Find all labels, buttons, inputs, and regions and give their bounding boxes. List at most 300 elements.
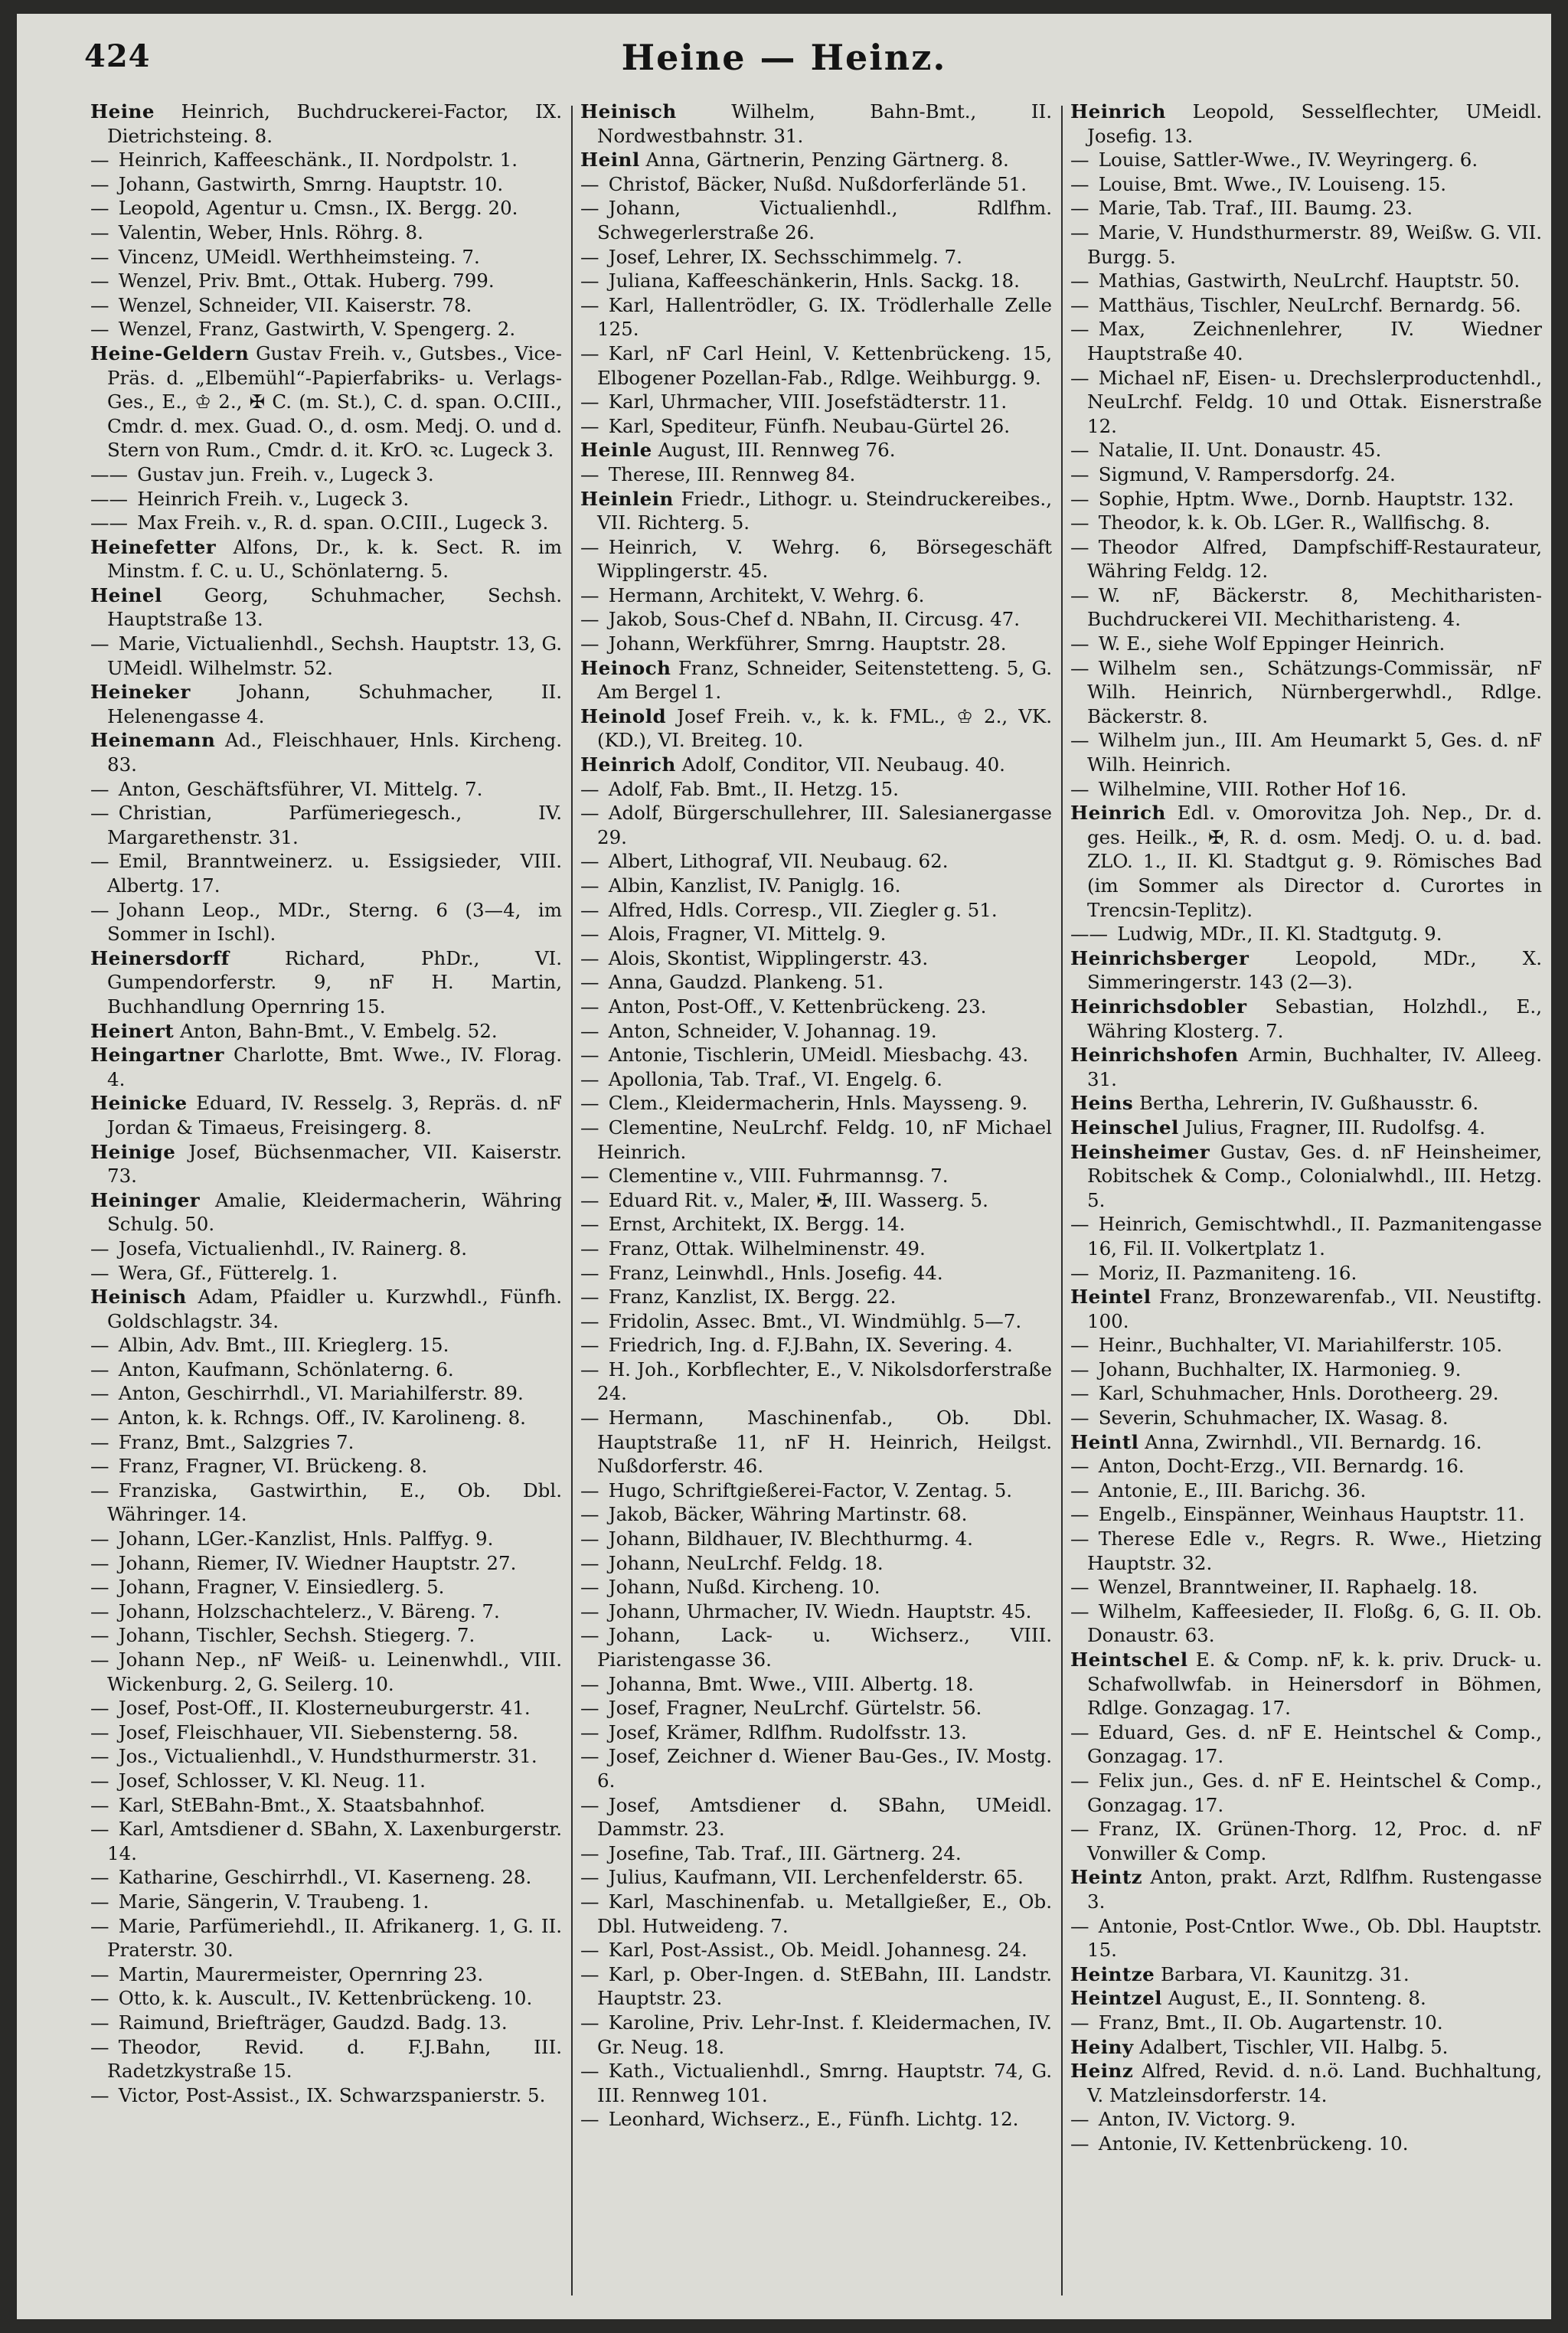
entry-text: Josef Freih. v., k. k. FML., ♔ 2., VK. (KD.), VI. Breiteg. 10. [597, 704, 1052, 752]
directory-entry [1070, 293, 1542, 318]
directory-entry [90, 946, 562, 1019]
entry-text: Edl. v. Omorovitza Joh. Nep., Dr. d. ges. Heilk., ✠, R. d. osm. Medj. O. u. d. bad. ZLO. 1., II. Kl. Stadtgut g. 9. Römisches Bad (im Sommer als Director d. Curortes in Trencsin-Teplitz). [1087, 802, 1542, 921]
directory-entry [90, 269, 562, 293]
directory-entry [90, 1575, 562, 1599]
directory-entry [580, 1358, 1052, 1406]
entry-text: Alois, Fragner, VI. Mittelg. 9. [608, 923, 887, 946]
entry-text: Josef, Lehrer, IX. Sechsschimmelg. 7. [608, 245, 962, 268]
directory-entry [580, 1067, 1052, 1092]
entry-text: Charlotte, Bmt. Wwe., IV. Florag. 4. [107, 1044, 563, 1090]
directory-entry [580, 1261, 1052, 1286]
entry-text: Hermann, Maschinenfab., Ob. Dbl. Hauptstraße 11, nF H. Heinrich, Heilgst. Nußdorferstr. 46. [597, 1407, 1052, 1478]
directory-entry [90, 1381, 562, 1406]
directory-entry [580, 801, 1052, 849]
entry-text: Wenzel, Franz, Gastwirth, V. Spengerg. 2. [118, 318, 516, 341]
directory-page [17, 14, 1551, 2319]
directory-entry [1070, 1817, 1542, 1865]
entry-text: Johann Nep., nF Weiß- u. Leinenwhdl., VIII. Wickenburg. 2, G. Seilerg. 10. [107, 1648, 562, 1695]
entry-text: Franz, Schneider, Seitenstetteng. 5, G. Am Bergel 1. [597, 656, 1052, 704]
surname: Heinoch [580, 656, 671, 679]
directory-entry [90, 1599, 562, 1624]
surname: Heinrich [1070, 100, 1166, 123]
entry-text: Heinr., Buchhalter, VI. Mariahilferstr. 105. [1098, 1334, 1503, 1357]
directory-entry [1070, 172, 1542, 197]
entry-text: Alfred, Hdls. Corresp., VII. Ziegler g. 51. [608, 898, 998, 921]
entry-text: Valentin, Weber, Hnls. Röhrg. 8. [118, 221, 423, 243]
directory-entry [90, 293, 562, 318]
directory-entry [90, 462, 562, 487]
entry-text: Ad., Fleischhauer, Hnls. Kircheng. 83. [107, 729, 562, 776]
directory-columns [84, 100, 1542, 2305]
entry-text: Sophie, Hptm. Wwe., Dornb. Hauptstr. 132. [1098, 487, 1514, 510]
directory-entry [90, 632, 562, 680]
surname: Heinisch [580, 100, 677, 123]
directory-entry [90, 2011, 562, 2035]
directory-entry [580, 1841, 1052, 1866]
directory-entry [1070, 1599, 1542, 1648]
directory-entry [580, 1116, 1052, 1164]
entry-text: Therese, III. Rennweg 84. [608, 462, 856, 485]
entry-text: Alfons, Dr., k. k. Sect. R. im Minstm. f. C. u. U., Schönlaterng. 5. [107, 535, 562, 583]
entry-text: Johann, Victualienhdl., Rdlfhm. Schwegerlerstraße 26. [597, 197, 1052, 243]
directory-entry [580, 390, 1052, 414]
entry-text: Johann, NeuLrchf. Feldg. 18. [608, 1551, 884, 1574]
surname: Heinrich [1070, 802, 1166, 825]
entry-text: Katharine, Geschirrhdl., VI. Kaserneng. 28. [118, 1866, 532, 1889]
directory-entry [90, 680, 562, 728]
directory-entry [1070, 100, 1542, 148]
entry-text: Wilhelmine, VIII. Rother Hof 16. [1098, 777, 1407, 800]
directory-entry [580, 1599, 1052, 1624]
entry-text: Anton, Bahn-Bmt., V. Embelg. 52. [179, 1019, 498, 1042]
directory-entry [1070, 1140, 1542, 1213]
entry-text: Max Freih. v., R. d. span. O.CIII., Lugeck 3. [137, 511, 549, 534]
entry-text: Otto, k. k. Auscult., IV. Kettenbrückeng. 10. [118, 1987, 533, 2010]
directory-entry [90, 1479, 562, 1527]
entry-text: Wenzel, Branntweiner, II. Raphaelg. 18. [1098, 1576, 1478, 1599]
directory-entry [580, 245, 1052, 270]
entry-text: Anton, k. k. Rchngs. Off., IV. Karolineng. 8. [118, 1407, 526, 1430]
column-rule [1061, 106, 1063, 2295]
column-rule [571, 106, 573, 2295]
directory-entry [90, 511, 562, 535]
directory-entry [580, 100, 1052, 148]
entry-text: Wilhelm jun., III. Am Heumarkt 5, Ges. d. nF Wilh. Heinrich. [1087, 729, 1542, 776]
entry-text: Franz, Fragner, VI. Brückeng. 8. [118, 1455, 428, 1478]
entry-text: Karl, Hallentrödler, G. IX. Trödlerhalle Zelle 125. [597, 293, 1052, 341]
entry-text: Louise, Bmt. Wwe., IV. Louiseng. 15. [1098, 172, 1447, 195]
directory-entry [1070, 632, 1542, 656]
entry-text: Franz, IX. Grünen-Thorg. 12, Proc. d. nF Vonwiller & Comp. [1087, 1818, 1542, 1864]
entry-text: Jakob, Sous-Chef d. NBahn, II. Circusg. 47. [608, 608, 1021, 631]
directory-entry [90, 1962, 562, 1987]
entry-text: Johann, Bildhauer, IV. Blechthurmg. 4. [608, 1528, 973, 1550]
directory-entry [90, 1237, 562, 1261]
directory-entry [1070, 922, 1542, 946]
directory-entry [580, 341, 1052, 390]
directory-entry [1070, 1986, 1542, 2011]
entry-text: Antonie, IV. Kettenbrückeng. 10. [1098, 2132, 1409, 2155]
entry-text: Antonie, E., III. Barichg. 36. [1098, 1479, 1367, 1501]
entry-text: Karl, Uhrmacher, VIII. Josefstädterstr. 11. [608, 390, 1008, 413]
entry-text: Heinrich, Buchdruckerei-Factor, IX. Dietrichsteing. 8. [107, 100, 562, 147]
directory-entry [90, 172, 562, 197]
directory-entry [90, 1091, 562, 1139]
surname: Heinsheimer [1070, 1140, 1210, 1163]
entry-text: Barbara, VI. Kaunitzg. 31. [1160, 1962, 1410, 1985]
directory-entry [1070, 462, 1542, 487]
entry-text: Vincenz, UMeidl. Werthheimsteing. 7. [118, 245, 480, 268]
directory-entry [90, 801, 562, 849]
directory-entry [1070, 1116, 1542, 1140]
entry-text: Sebastian, Holzhdl., E., Währing Klosterg. 7. [1087, 995, 1542, 1042]
entry-text: Karl, Amtsdiener d. SBahn, X. Laxenburgerstr. 14. [107, 1818, 562, 1864]
entry-text: Alfred, Revid. d. n.ö. Land. Buchhaltung, V. Matzleinsdorferstr. 14. [1087, 2060, 1542, 2106]
directory-entry [90, 1285, 562, 1333]
entry-text: Johann, Schuhmacher, II. Helenengasse 4. [107, 681, 563, 727]
directory-entry [580, 462, 1052, 487]
directory-entry [90, 583, 562, 632]
directory-entry [1070, 1285, 1542, 1333]
directory-entry [580, 1527, 1052, 1551]
directory-entry [1070, 1648, 1542, 1720]
entry-text: Karl, Spediteur, Fünfh. Neubau-Gürtel 26. [608, 414, 1011, 437]
column-1 [84, 100, 568, 2305]
entry-text: Clementine v., VIII. Fuhrmannsg. 7. [608, 1165, 949, 1188]
directory-entry [580, 970, 1052, 995]
entry-text: H. Joh., Korbflechter, E., V. Nikolsdorferstraße 24. [597, 1358, 1052, 1405]
directory-entry [1070, 2107, 1542, 2132]
directory-entry [90, 1140, 562, 1188]
directory-entry [1070, 535, 1542, 583]
directory-entry [580, 874, 1052, 898]
directory-entry [90, 487, 562, 511]
entry-text: Clem., Kleidermacherin, Hnls. Maysseng. 9. [608, 1092, 1028, 1115]
entry-text: Marie, V. Hundsthurmerstr. 89, Weißw. G. VII. Burgg. 5. [1087, 221, 1542, 268]
directory-entry [1070, 1575, 1542, 1599]
entry-text: Amalie, Kleidermacherin, Währing Schulg. 50. [107, 1188, 562, 1236]
entry-text: Josefa, Victualienhdl., IV. Rainerg. 8. [118, 1237, 468, 1260]
surname: Heinz [1070, 2060, 1134, 2083]
directory-entry [90, 728, 562, 776]
directory-entry [580, 849, 1052, 874]
directory-entry [580, 269, 1052, 293]
entry-text: Franz, Kanzlist, IX. Bergg. 22. [608, 1286, 897, 1309]
directory-entry [1070, 2132, 1542, 2156]
directory-entry [90, 341, 562, 462]
directory-entry [1070, 487, 1542, 511]
directory-entry [580, 1406, 1052, 1479]
entry-text: Johann, Nußd. Kircheng. 10. [608, 1576, 880, 1599]
entry-text: W. E., siehe Wolf Eppinger Heinrich. [1098, 632, 1446, 655]
directory-entry [90, 1744, 562, 1769]
entry-text: Eduard Rit. v., Maler, ✠, III. Wasserg. 5. [608, 1188, 988, 1211]
entry-text: Armin, Buchhalter, IV. Alleeg. 31. [1087, 1044, 1542, 1090]
entry-text: Wilhelm, Bahn-Bmt., II. Nordwestbahnstr. 31. [597, 100, 1052, 147]
entry-text: Josef, Schlosser, V. Kl. Neug. 11. [118, 1769, 426, 1792]
entry-text: Anton, Schneider, V. Johannag. 19. [608, 1019, 937, 1042]
surname: Heine-Geldern [90, 341, 250, 364]
entry-text: Marie, Parfümeriehdl., II. Afrikanerg. 1, G. II. Praterstr. 30. [107, 1914, 562, 1962]
directory-entry [1070, 1091, 1542, 1116]
directory-entry [1070, 656, 1542, 729]
directory-entry [580, 1962, 1052, 2011]
entry-text: Johann, Uhrmacher, IV. Wiedn. Hauptstr. 45. [608, 1599, 1032, 1622]
directory-entry [580, 2107, 1052, 2132]
surname: Heiny [1070, 2035, 1134, 2058]
directory-entry [580, 1890, 1052, 1938]
entry-text: Anna, Gaudzd. Plankeng. 51. [608, 971, 884, 994]
entry-text: Apollonia, Tab. Traf., VI. Engelg. 6. [608, 1067, 942, 1090]
entry-text: Christof, Bäcker, Nußd. Nußdorferlände 51. [608, 172, 1027, 195]
surname: Heintzel [1070, 1987, 1162, 2010]
directory-entry [1070, 2035, 1542, 2060]
entry-text: Julius, Fragner, III. Rudolfsg. 4. [1184, 1116, 1486, 1139]
directory-entry [580, 2011, 1052, 2059]
entry-text: Johann, Gastwirth, Smrng. Hauptstr. 10. [118, 172, 504, 195]
entry-text: Wenzel, Priv. Bmt., Ottak. Huberg. 799. [118, 270, 495, 292]
surname: Heinl [580, 149, 640, 172]
directory-entry [580, 1502, 1052, 1527]
entry-text: Johann, Tischler, Sechsh. Stiegerg. 7. [118, 1624, 475, 1647]
surname: Heinersdorff [90, 946, 230, 969]
entry-text: Antonie, Tischlerin, UMeidl. Miesbachg. 43. [608, 1044, 1029, 1067]
directory-entry [90, 245, 562, 270]
directory-entry [1070, 2059, 1542, 2107]
surname: Heins [1070, 1092, 1134, 1115]
entry-text: Richard, PhDr., VI. Gumpendorferstr. 9, nF H. Martin, Buchhandlung Opernring 15. [107, 946, 562, 1018]
entry-text: Karl, Maschinenfab. u. Metallgießer, E., Ob. Dbl. Hutweideng. 7. [597, 1890, 1052, 1937]
directory-entry [580, 1865, 1052, 1890]
directory-entry [90, 1333, 562, 1358]
entry-text: Johann, Holzschachtelerz., V. Bäreng. 7. [118, 1599, 500, 1622]
directory-entry [1070, 196, 1542, 221]
entry-text: Josef, Post-Off., II. Klosterneuburgerstr. 41. [118, 1697, 531, 1720]
directory-entry [580, 2059, 1052, 2107]
entry-text: Antonie, Post-Cntlor. Wwe., Ob. Dbl. Hauptstr. 15. [1087, 1914, 1542, 1962]
surname: Heinlein [580, 487, 674, 510]
directory-entry [580, 293, 1052, 341]
surname: Heinefetter [90, 535, 217, 558]
directory-entry [1070, 801, 1542, 922]
surname: Heinrichsdobler [1070, 995, 1247, 1018]
surname: Heinle [580, 439, 652, 462]
entry-text: Adolf, Bürgerschullehrer, III. Salesianergasse 29. [597, 802, 1052, 848]
directory-entry [90, 1720, 562, 1745]
surname: Heintz [1070, 1866, 1143, 1889]
entry-text: Wera, Gf., Fütterelg. 1. [118, 1261, 338, 1284]
entry-text: Adolf, Fab. Bmt., II. Hetzg. 15. [608, 777, 899, 800]
directory-entry [580, 607, 1052, 632]
directory-entry [1070, 269, 1542, 293]
entry-text: Friedr., Lithogr. u. Steindruckereibes., VII. Richterg. 5. [597, 487, 1052, 534]
entry-text: Leonhard, Wichserz., E., Fünfh. Lichtg. 12. [608, 2108, 1019, 2131]
surname: Heintschel [1070, 1648, 1188, 1671]
directory-entry [580, 1188, 1052, 1213]
entry-text: Albin, Adv. Bmt., III. Krieglerg. 15. [118, 1334, 449, 1357]
directory-entry [90, 1188, 562, 1237]
entry-text: Josef, Zeichner d. Wiener Bau-Ges., IV. Mostg. 6. [597, 1745, 1052, 1792]
entry-text: Franz, Bmt., Salzgries 7. [118, 1430, 354, 1453]
entry-text: Johann, Fragner, V. Einsiedlerg. 5. [118, 1576, 445, 1599]
entry-text: Ludwig, MDr., II. Kl. Stadtgutg. 9. [1117, 923, 1442, 946]
directory-entry [1070, 1502, 1542, 1527]
directory-entry [580, 1744, 1052, 1792]
surname: Heintel [1070, 1286, 1152, 1309]
entry-text: Anton, Docht-Erzg., VII. Bernardg. 16. [1098, 1455, 1465, 1478]
directory-entry [580, 487, 1052, 535]
directory-entry [580, 1793, 1052, 1841]
directory-entry [1070, 221, 1542, 269]
entry-text: Heinrich Freih. v., Lugeck 3. [137, 487, 410, 510]
entry-text: Martin, Maurermeister, Opernring 23. [118, 1962, 484, 1985]
entry-text: Franz, Bmt., II. Ob. Augartenstr. 10. [1098, 2011, 1443, 2034]
directory-entry [1070, 1358, 1542, 1382]
directory-entry [90, 1358, 562, 1382]
directory-entry [580, 1237, 1052, 1261]
directory-entry [90, 100, 562, 148]
surname: Heininger [90, 1188, 201, 1211]
entry-text: Johann, LGer.-Kanzlist, Hnls. Palffyg. 9. [118, 1528, 494, 1550]
directory-entry [90, 148, 562, 172]
entry-text: Josef, Fragner, NeuLrchf. Gürtelstr. 56. [608, 1697, 982, 1720]
surname: Heineker [90, 681, 191, 704]
entry-text: Georg, Schuhmacher, Sechsh. Hauptstraße 13. [107, 583, 562, 631]
directory-entry [90, 1793, 562, 1818]
entry-text: Max, Zeichnenlehrer, IV. Wiedner Hauptstraße 40. [1087, 318, 1542, 364]
surname: Heinrichshofen [1070, 1044, 1239, 1067]
entry-text: Gustav, Ges. d. nF Heinsheimer, Robitschek & Comp., Colonialwhdl., III. Hetzg. 5. [1087, 1140, 1542, 1211]
directory-entry [1070, 148, 1542, 172]
entry-text: Jakob, Bäcker, Währing Martinstr. 68. [608, 1503, 968, 1526]
directory-entry [580, 632, 1052, 656]
directory-entry [580, 414, 1052, 439]
entry-text: Franz, Ottak. Wilhelminenstr. 49. [608, 1237, 926, 1260]
entry-text: Josef, Krämer, Rdlfhm. Rudolfsstr. 13. [608, 1720, 967, 1743]
directory-entry [1070, 1527, 1542, 1575]
directory-entry [580, 1309, 1052, 1334]
entry-text: Marie, Tab. Traf., III. Baumg. 23. [1098, 197, 1413, 220]
surname: Heinige [90, 1140, 176, 1163]
surname: Heinschel [1070, 1116, 1179, 1139]
directory-entry [580, 898, 1052, 923]
entry-text: Karoline, Priv. Lehr-Inst. f. Kleidermachen, IV. Gr. Neug. 18. [597, 2011, 1052, 2058]
entry-text: Heinrich, Kaffeeschänk., II. Nordpolstr. 1. [118, 149, 518, 172]
entry-text: Natalie, II. Unt. Donaustr. 45. [1098, 439, 1382, 462]
entry-text: Josef, Fleischhauer, VII. Siebensterng. 58. [118, 1720, 519, 1743]
entry-text: Christian, Parfümeriegesch., IV. Margarethenstr. 31. [107, 802, 562, 848]
entry-text: Karl, StEBahn-Bmt., X. Staatsbahnhof. [118, 1793, 485, 1816]
directory-entry [1070, 946, 1542, 995]
entry-text: Sigmund, V. Rampersdorfg. 24. [1098, 462, 1396, 485]
entry-text: Alois, Skontist, Wipplingerstr. 43. [608, 946, 929, 969]
running-head: Heine — Heinz. [621, 37, 947, 78]
entry-text: Hugo, Schriftgießerei-Factor, V. Zentag. 5. [608, 1479, 1013, 1501]
entry-text: Leopold, Agentur u. Cmsn., IX. Bergg. 20. [118, 197, 518, 220]
directory-entry [90, 1454, 562, 1479]
entry-text: Anton, Geschäftsführer, VI. Mittelg. 7. [118, 777, 483, 800]
page-header [17, 14, 1551, 98]
directory-entry [1070, 366, 1542, 439]
entry-text: Emil, Branntweinerz. u. Essigsieder, VIII. Albertg. 17. [107, 850, 562, 897]
surname: Heinel [90, 583, 162, 606]
entry-text: Friedrich, Ing. d. F.J.Bahn, IX. Severing. 4. [608, 1334, 1013, 1357]
directory-entry [580, 535, 1052, 583]
directory-entry [1070, 1430, 1542, 1455]
entry-text: Johann, Buchhalter, IX. Harmonieg. 9. [1098, 1358, 1462, 1381]
entry-text: Leopold, Sesselflechter, UMeidl. Josefig. 13. [1087, 100, 1542, 147]
directory-entry [580, 438, 1052, 462]
entry-text: Eduard, IV. Resselg. 3, Repräs. d. nF Jordan & Timaeus, Freisingerg. 8. [107, 1092, 562, 1139]
entry-text: Adalbert, Tischler, VII. Halbg. 5. [1139, 2035, 1449, 2058]
entry-text: Hermann, Architekt, V. Wehrg. 6. [608, 583, 925, 606]
entry-text: Raimund, Briefträger, Gaudzd. Badg. 13. [118, 2011, 508, 2034]
column-2 [574, 100, 1058, 2305]
entry-text: Johann Leop., MDr., Sterng. 6 (3—4, im Sommer in Ischl). [107, 898, 562, 946]
directory-entry [90, 1769, 562, 1793]
entry-text: Marie, Sängerin, V. Traubeng. 1. [118, 1890, 430, 1913]
directory-entry [90, 2035, 562, 2083]
entry-text: Anton, Kaufmann, Schönlaterng. 6. [118, 1358, 454, 1381]
directory-entry [1070, 583, 1542, 632]
entry-text: Franz, Leinwhdl., Hnls. Josefig. 44. [608, 1261, 943, 1284]
directory-entry [1070, 1720, 1542, 1769]
directory-entry [1070, 1914, 1542, 1962]
directory-entry [580, 1672, 1052, 1697]
entry-text: Moriz, II. Pazmaniteng. 16. [1098, 1261, 1357, 1284]
entry-text: Anna, Gärtnerin, Penzing Gärtnerg. 8. [645, 149, 1009, 172]
entry-text: Johann, Riemer, IV. Wiedner Hauptstr. 27. [118, 1551, 517, 1574]
surname: Heinold [580, 704, 667, 727]
surname: Heintl [1070, 1430, 1139, 1453]
directory-entry [1070, 777, 1542, 802]
directory-entry [1070, 1865, 1542, 1913]
entry-text: Therese Edle v., Regrs. R. Wwe., Hietzing Hauptstr. 32. [1087, 1528, 1542, 1574]
directory-entry [90, 1551, 562, 1576]
directory-entry [1070, 1043, 1542, 1091]
directory-entry [580, 656, 1052, 704]
entry-text: Matthäus, Tischler, NeuLrchf. Bernardg. 56. [1098, 293, 1521, 316]
directory-entry [90, 1865, 562, 1890]
directory-entry [1070, 1962, 1542, 1987]
surname: Heinemann [90, 729, 216, 752]
directory-entry [90, 1527, 562, 1551]
entry-text: E. & Comp. nF, k. k. priv. Druck- u. Schafwollwfab. in Heinersdorf in Böhmen, Rdlge. Gonzagag. 17. [1087, 1648, 1542, 1720]
entry-text: Franz, Bronzewarenfab., VII. Neustiftg. 100. [1087, 1286, 1542, 1332]
directory-entry [580, 1696, 1052, 1720]
directory-entry [1070, 728, 1542, 776]
entry-text: Josef, Büchsenmacher, VII. Kaiserstr. 73. [107, 1140, 562, 1188]
entry-text: Heinrich, Gemischtwhdl., II. Pazmanitengasse 16, Fil. II. Volkertplatz 1. [1087, 1213, 1542, 1260]
entry-text: Bertha, Lehrerin, IV. Gußhausstr. 6. [1138, 1092, 1479, 1115]
directory-entry [90, 1914, 562, 1962]
entry-text: Adam, Pfaidler u. Kurzwhdl., Fünfh. Goldschlagstr. 34. [107, 1286, 562, 1332]
entry-text: Gustav jun. Freih. v., Lugeck 3. [137, 462, 434, 485]
entry-text: Theodor, Revid. d. F.J.Bahn, III. Radetzkystraße 15. [107, 2035, 562, 2083]
entry-text: Severin, Schuhmacher, IX. Wasag. 8. [1098, 1407, 1449, 1430]
directory-entry [580, 777, 1052, 802]
entry-text: Mathias, Gastwirth, NeuLrchf. Hauptstr. 50. [1098, 270, 1521, 292]
directory-entry [90, 898, 562, 946]
entry-text: Anton, Geschirrhdl., VI. Mariahilferstr. 89. [118, 1382, 524, 1405]
directory-entry [580, 946, 1052, 971]
directory-entry [90, 1261, 562, 1286]
directory-entry [1070, 1479, 1542, 1503]
entry-text: Johann, Lack- u. Wichserz., VIII. Piaristengasse 36. [597, 1624, 1052, 1671]
directory-entry [90, 1623, 562, 1648]
surname: Heinrichsberger [1070, 946, 1250, 969]
entry-text: Eduard, Ges. d. nF E. Heintschel & Comp., Gonzagag. 17. [1087, 1720, 1542, 1768]
